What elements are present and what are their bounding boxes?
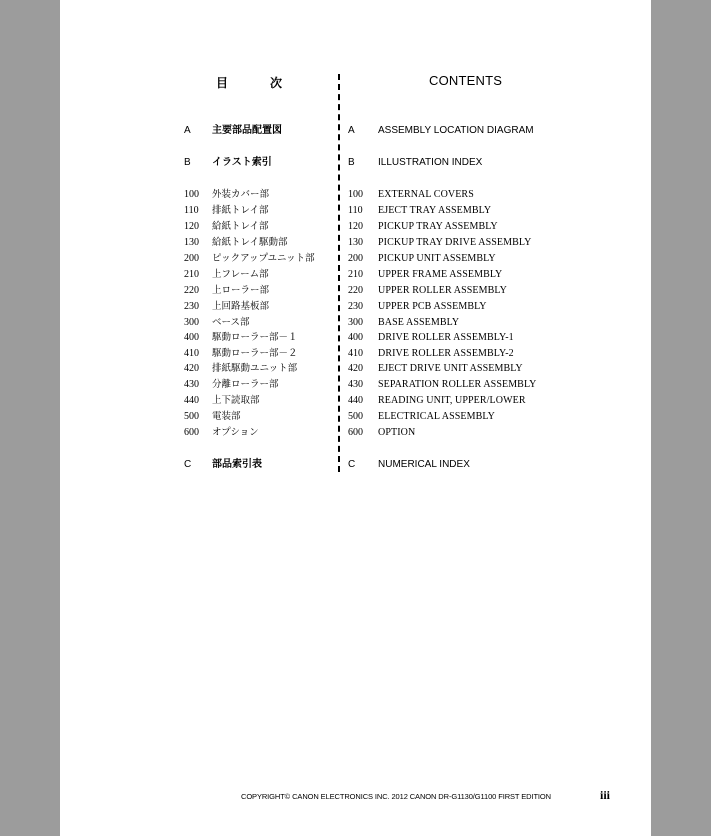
toc-item[interactable] xyxy=(60,188,651,202)
item-title-jp: ベース部 xyxy=(212,317,250,328)
item-code-jp: 430 xyxy=(184,379,199,390)
jp-title-char-1: 目 xyxy=(216,76,229,90)
item-title-jp: 上回路基板部 xyxy=(212,301,270,312)
item-title-jp: 外装カバー部 xyxy=(212,189,270,200)
item-code-en: 500 xyxy=(348,411,363,422)
item-code-en: 440 xyxy=(348,395,363,406)
item-title-jp: 排紙駆動ユニット部 xyxy=(212,363,298,374)
page-number: iii xyxy=(600,788,611,802)
item-title-en: OPTION xyxy=(378,427,416,438)
item-code-jp: 500 xyxy=(184,411,199,422)
toc-item[interactable] xyxy=(60,220,651,234)
item-title-en: ELECTRICAL ASSEMBLY xyxy=(378,411,495,422)
item-code-en: 200 xyxy=(348,253,363,264)
toc-item[interactable] xyxy=(60,204,651,218)
item-title-jp: 給紙トレイ駆動部 xyxy=(212,237,288,248)
item-code-en: 110 xyxy=(348,205,363,216)
item-title-en: UPPER ROLLER ASSEMBLY xyxy=(378,285,507,296)
item-code-jp: 210 xyxy=(184,269,199,280)
item-code-jp: 420 xyxy=(184,363,199,374)
item-title-jp: 給紙トレイ部 xyxy=(212,221,269,232)
toc-item[interactable] xyxy=(60,362,651,376)
toc-item[interactable] xyxy=(60,316,651,330)
item-code-jp: 400 xyxy=(184,332,199,343)
item-code-jp: 220 xyxy=(184,285,199,296)
copyright-footer: COPYRIGHT© CANON ELECTRONICS INC. 2012 CANON DR-G1130/G1100 FIRST EDITION xyxy=(241,792,551,801)
toc-item[interactable] xyxy=(60,410,651,424)
item-code-jp: 230 xyxy=(184,301,199,312)
item-code-en: 410 xyxy=(348,348,363,359)
section-title-en: ILLUSTRATION INDEX xyxy=(378,157,483,168)
item-code-jp: 100 xyxy=(184,189,199,200)
item-title-jp: 上ローラー部 xyxy=(212,285,270,296)
item-title-en: UPPER PCB ASSEMBLY xyxy=(378,301,487,312)
item-code-jp: 120 xyxy=(184,221,199,232)
toc-item[interactable] xyxy=(60,331,651,345)
item-code-jp: 200 xyxy=(184,253,199,264)
item-code-en: 230 xyxy=(348,301,363,312)
item-code-en: 600 xyxy=(348,427,363,438)
toc-row-section-c[interactable] xyxy=(60,458,651,472)
item-code-jp: 130 xyxy=(184,237,199,248)
item-code-jp: 300 xyxy=(184,317,199,328)
item-title-jp: 上フレーム部 xyxy=(212,269,269,280)
item-title-en: SEPARATION ROLLER ASSEMBLY xyxy=(378,379,537,390)
item-title-en: DRIVE ROLLER ASSEMBLY-2 xyxy=(378,348,514,359)
section-title-en: NUMERICAL INDEX xyxy=(378,459,470,470)
toc-item[interactable] xyxy=(60,252,651,266)
item-code-jp: 600 xyxy=(184,427,199,438)
item-title-en: UPPER FRAME ASSEMBLY xyxy=(378,269,503,280)
item-title-jp: 駆動ローラー部－１ xyxy=(212,332,298,343)
toc-item[interactable] xyxy=(60,268,651,282)
item-code-jp: 110 xyxy=(184,205,199,216)
item-title-en: DRIVE ROLLER ASSEMBLY-1 xyxy=(378,332,514,343)
item-code-en: 100 xyxy=(348,189,363,200)
item-code-en: 300 xyxy=(348,317,363,328)
toc-item[interactable] xyxy=(60,300,651,314)
item-code-en: 120 xyxy=(348,221,363,232)
section-title-jp: イラスト索引 xyxy=(212,157,272,168)
toc-item[interactable] xyxy=(60,394,651,408)
section-code-en: B xyxy=(348,157,355,168)
item-code-en: 420 xyxy=(348,363,363,374)
toc-item[interactable] xyxy=(60,378,651,392)
section-title-jp: 主要部品配置図 xyxy=(212,125,282,136)
toc-row-section-b[interactable] xyxy=(60,156,651,170)
item-code-jp: 440 xyxy=(184,395,199,406)
item-title-jp: 排紙トレイ部 xyxy=(212,205,269,216)
toc-item[interactable] xyxy=(60,284,651,298)
item-title-en: PICKUP UNIT ASSEMBLY xyxy=(378,253,496,264)
section-code-en: C xyxy=(348,459,356,470)
toc-item[interactable] xyxy=(60,426,651,440)
item-title-en: EJECT TRAY ASSEMBLY xyxy=(378,205,492,216)
item-code-jp: 410 xyxy=(184,348,199,359)
document-page xyxy=(60,0,651,836)
item-code-en: 430 xyxy=(348,379,363,390)
item-title-jp: オプション xyxy=(212,427,259,438)
en-contents-title: CONTENTS xyxy=(429,73,503,88)
item-title-en: READING UNIT, UPPER/LOWER xyxy=(378,395,526,406)
section-title-en: ASSEMBLY LOCATION DIAGRAM xyxy=(378,125,534,136)
item-title-en: EXTERNAL COVERS xyxy=(378,189,474,200)
section-title-jp: 部品索引表 xyxy=(212,459,262,470)
item-title-jp: 分離ローラー部 xyxy=(212,379,279,390)
item-code-en: 130 xyxy=(348,237,363,248)
section-code-jp: A xyxy=(184,125,191,136)
item-title-jp: 電装部 xyxy=(212,411,241,422)
section-code-jp: B xyxy=(184,157,191,168)
item-title-en: PICKUP TRAY DRIVE ASSEMBLY xyxy=(378,237,532,248)
item-title-jp: ピックアップユニット部 xyxy=(212,253,315,264)
item-title-en: PICKUP TRAY ASSEMBLY xyxy=(378,221,498,232)
jp-contents-title xyxy=(216,74,282,91)
item-title-jp: 駆動ローラー部－２ xyxy=(212,348,298,359)
section-code-en: A xyxy=(348,125,355,136)
item-code-en: 220 xyxy=(348,285,363,296)
item-code-en: 210 xyxy=(348,269,363,280)
item-title-en: EJECT DRIVE UNIT ASSEMBLY xyxy=(378,363,523,374)
toc-row-section-a[interactable] xyxy=(60,124,651,138)
item-title-en: BASE ASSEMBLY xyxy=(378,317,460,328)
toc-item[interactable] xyxy=(60,236,651,250)
item-code-en: 400 xyxy=(348,332,363,343)
item-title-jp: 上下読取部 xyxy=(212,395,260,406)
section-code-jp: C xyxy=(184,459,192,470)
toc-item[interactable] xyxy=(60,347,651,361)
jp-title-char-2: 次 xyxy=(270,76,283,90)
